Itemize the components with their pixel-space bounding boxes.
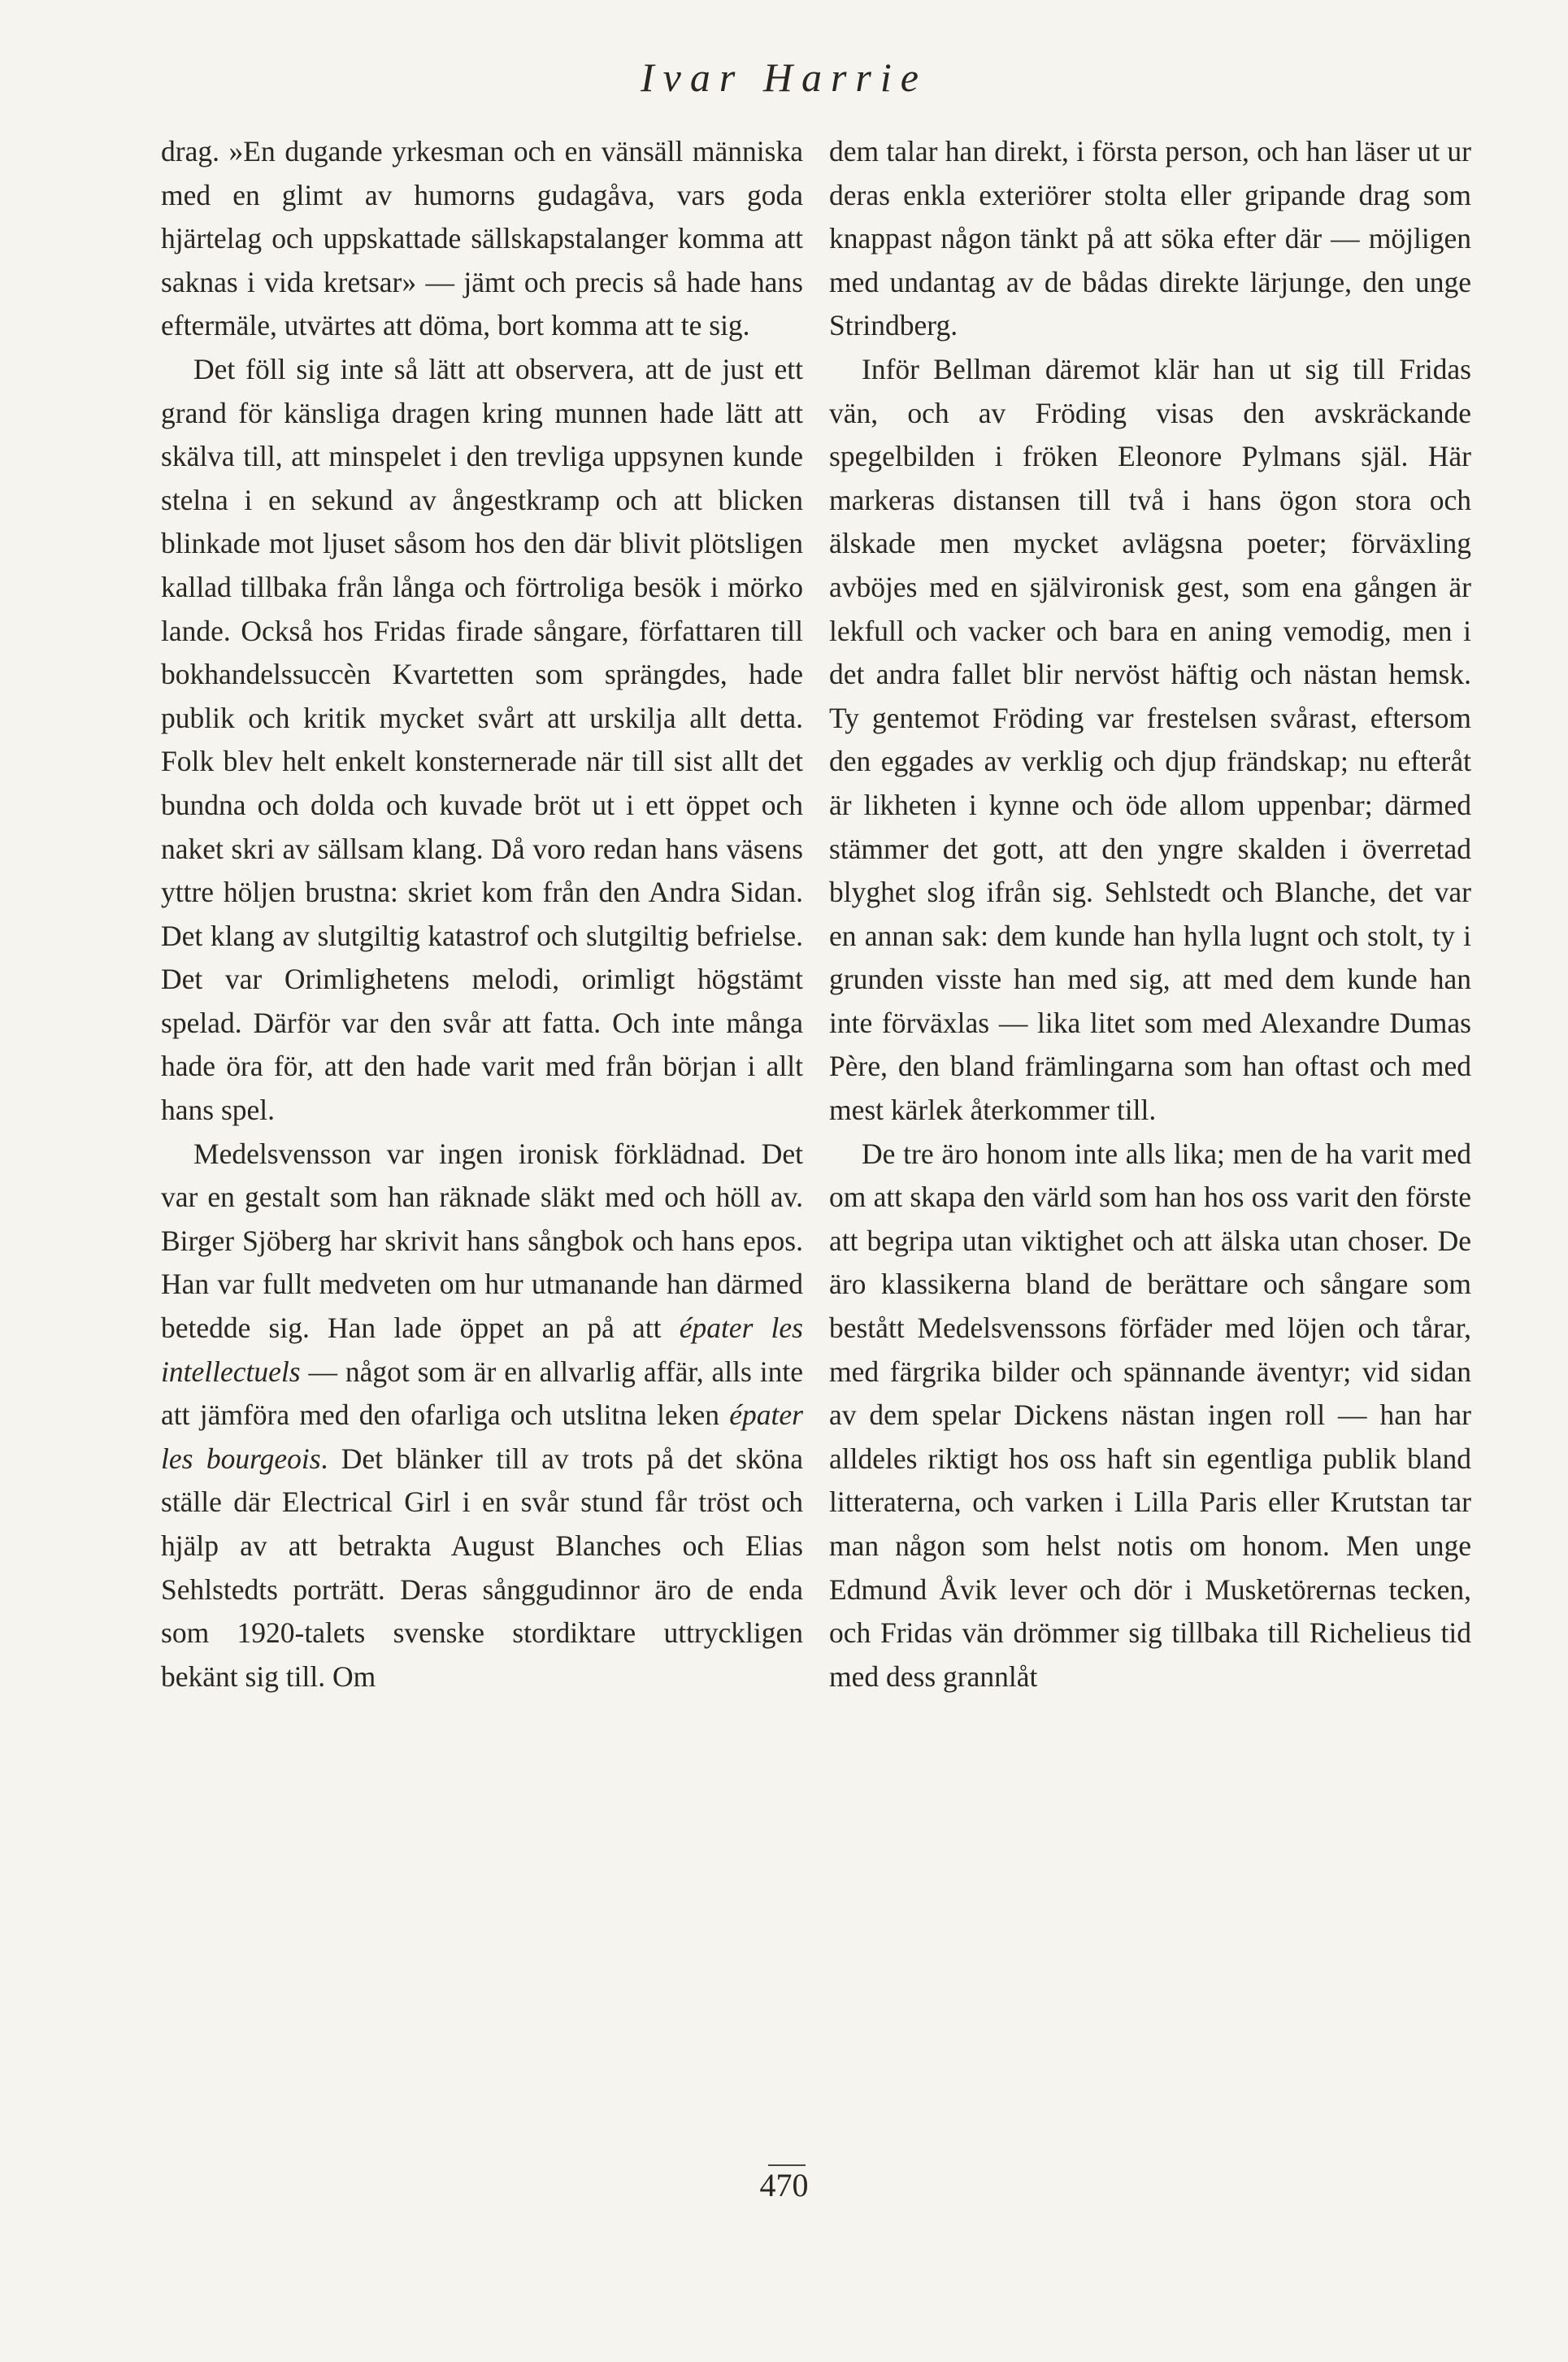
page-number: 470 [759, 2167, 809, 2203]
right-column [829, 130, 1471, 1699]
paragraph [161, 348, 803, 1133]
text-run: Det föll sig inte så lätt att observera, att de just ett grand för känsliga dragen kring munnen hade lätt att skälva till, att minspelet i den trevliga uppsynen kunde stelna i en sekund av ångestkramp och att blicken blinkade mot ljuset såsom hos den där blivit plötsligen kallad tillbaka från långa och förtroliga besök i mörko lande. Också hos Fridas firade sångare, författaren till bokhandelssuccèn Kvartetten som sprängdes, hade publik och kritik mycket svårt att urskilja allt detta. Folk blev helt enkelt konsternerade när till sist allt det bundna och dolda och kuvade bröt ut i ett öppet och naket skri av sällsam klang. Då voro redan hans väsens yttre höljen brustna: skriet kom från den Andra Sidan. Det klang av slutgiltig katastrof och slutgiltig befrielse. Det var Orimlighetens melodi, orimligt högstämt spelad. Därför var den svår att fatta. Och inte många hade öra för, att den hade varit med från början i allt hans spel. [161, 352, 803, 1127]
paragraph [829, 130, 1471, 348]
text-run: drag. »En dugande yrkesman och en vänsäll människa med en glimt av humorns gudagåva, vars goda hjärtelag och uppskattade sällskapstalanger komma att saknas i vida kretsar» — jämt och precis så hade hans eftermäle, utvärtes att döma, bort komma att te sig. [161, 135, 803, 342]
text-run: dem talar han direkt, i första person, och han läser ut ur deras enkla exteriörer stolta eller gripande drag som knappast någon tänkt på att söka efter där — möjligen med undantag av de bådas direkte lärjunge, den unge Strindberg. [829, 135, 1471, 342]
italic-phrase: épater les intellectuels [161, 1311, 803, 1388]
left-column [161, 130, 803, 1699]
text-run: Medelsvensson var ingen ironisk förklädnad. Det var en gestalt som han räknade släkt med och höll av. Birger Sjöberg har skrivit hans sångbok och hans epos. Han var fullt medveten om hur utmanande han därmed betedde sig. Han lade öppet an på att [161, 1137, 803, 1345]
paragraph [829, 1133, 1471, 1699]
text-run: De tre äro honom inte alls lika; men de ha varit med om att skapa den värld som han hos oss varit den förste att begripa utan viktighet och att älska utan choser. De äro klassikerna bland de berättare och sångare som bestått Medelsvenssons förfäder med löjen och tårar, med färgrika bilder och spännande äventyr; vid sidan av dem spelar Dickens nästan ingen roll — han har alldeles riktigt hos oss haft sin egentliga publik bland litteraterna, och varken i Lilla Paris eller Krutstan tar man någon som helst notis om honom. Men unge Edmund Åvik lever och dör i Musketörernas tecken, och Fridas vän drömmer sig tillbaka till Richelieus tid med dess grannlåt [829, 1137, 1471, 1693]
text-run: — något som är en allvarlig affär, alls inte att jämföra med den ofarliga och utslitna leken [161, 1355, 803, 1432]
text-run: Inför Bellman däremot klär han ut sig till Fridas vän, och av Fröding visas den avskräckande spegelbilden i fröken Eleonore Pylmans själ. Här markeras distansen till två i hans ögon stora och älskade men mycket avlägsna poeter; förväxling avböjes med en självironisk gest, som ena gången är lekfull och vacker och bara en aning vemodig, men i det andra fallet blir nervöst häftig och nästan hemsk. Ty gentemot Fröding var frestelsen svårast, eftersom den eggades av verklig och djup frändskap; nu efteråt är likheten i kynne och öde allom uppenbar; därmed stämmer det gott, att den yngre skalden i överretad blyghet slog ifrån sig. Sehlstedt och Blanche, det var en annan sak: dem kunde han hylla lugnt och stolt, ty i grunden visste han med sig, att med dem kunde han inte förväxlas — lika litet som med Alexandre Dumas Père, den bland främlingarna som han oftast och med mest kärlek återkommer till. [829, 352, 1471, 1127]
paragraph [161, 1133, 803, 1699]
text-run: . Det blänker till av trots på det sköna ställe där Electrical Girl i en svår stund får tröst och hjälp av att betrakta August Blanches och Elias Sehlstedts porträtt. Deras sånggudinnor äro de enda som 1920-talets svenske stordiktare uttryckligen bekänt sig till. Om [161, 1442, 803, 1693]
paragraph [161, 130, 803, 348]
italic-phrase: épater les bourgeois [161, 1398, 803, 1475]
paragraph [829, 348, 1471, 1133]
running-head: Ivar Harrie [641, 54, 927, 100]
